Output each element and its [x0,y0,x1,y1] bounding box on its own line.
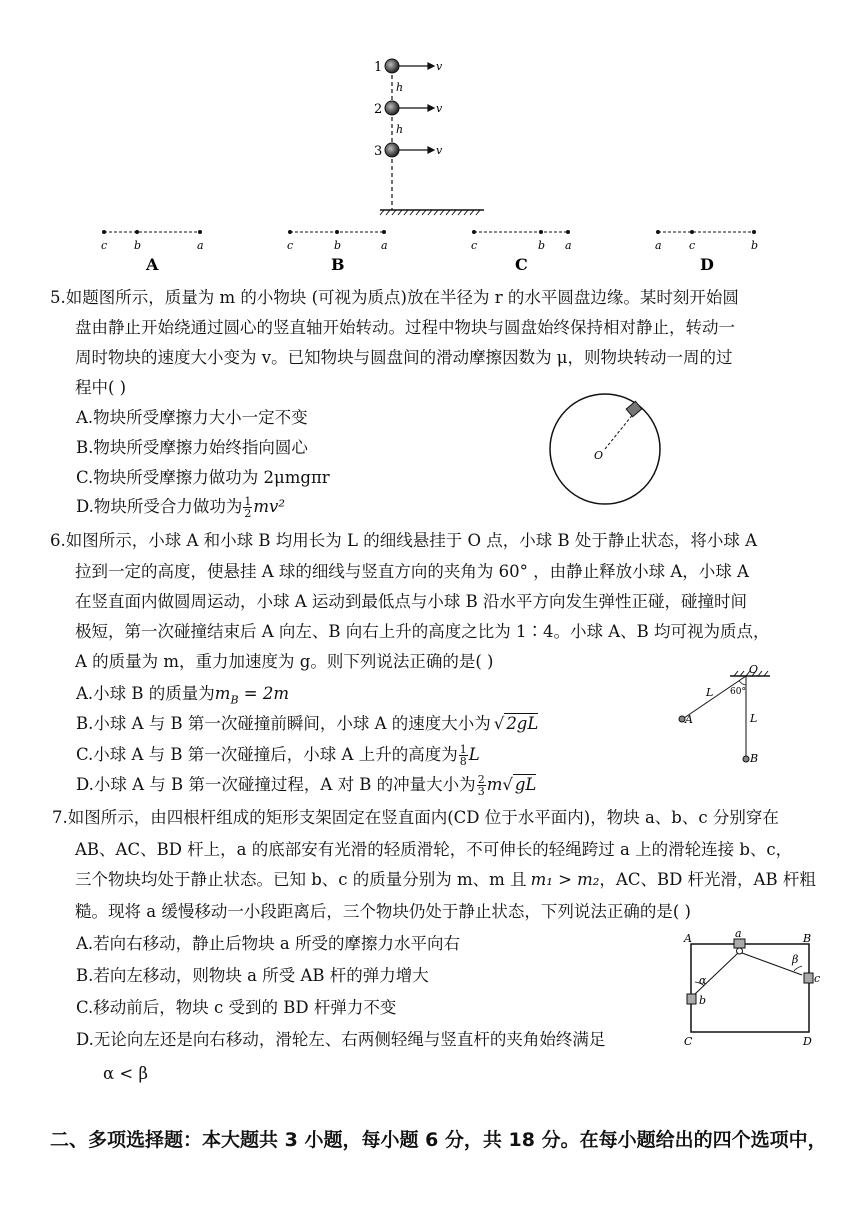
q5-center-label: O [594,449,604,462]
q7-stem-line-3 [75,870,816,890]
ball-3 [385,143,399,157]
q7-option-b: B.若向左移动，则物块 a 所受 AB 杆的弹力增大 [76,966,429,985]
v-label-3: v [436,144,443,157]
q6-label-l2: L [750,712,758,725]
h-label-1: h [396,81,404,94]
h-label-2: h [396,123,404,136]
q6-option-b: B.小球 A 与 B 第一次碰撞前瞬间，小球 A 的速度大小为 √ 2gL [76,714,539,733]
q7-label-block-b: b [699,994,707,1007]
q6-stem-line-2: 拉到一定的高度，使悬挂 A 球的细线与竖直方向的夹角为 60° ，由静止释放小球 A，小球 A [75,562,749,581]
q6-option-a-text: A.小球 B 的质量为 [76,684,215,703]
section-2-heading: 二、多项选择题：本大题共 3 小题，每小题 6 分，共 18 分。在每小题给出的四个选项中， [50,1129,827,1151]
v-label-1: v [436,60,443,73]
q6-label-l1: L [706,686,714,699]
q6-option-a-rest: = 2m [238,684,289,703]
q6-option-a-m: m [214,684,231,703]
q6-option-d-text: D.小球 A 与 B 第一次碰撞过程，A 对 B 的冲量大小为 [76,775,476,794]
q6-option-d-frac-den: 3 [477,785,485,798]
q6-stem-line-1: 6.如图所示，小球 A 和小球 B 均用长为 L 的细线悬挂于 O 点，小球 B 处于静止状态，将小球 A [50,531,758,550]
opt-c-pt-2: b [538,239,546,252]
opt-c-pt-1: c [471,239,478,252]
q6-stem-line-3: 在竖直面内做圆周运动，小球 A 运动到最低点与小球 B 沿水平方向发生弹性正碰，碰撞时间 [75,592,748,611]
opt-d-pt-2: c [689,239,696,252]
q7-option-a: A.若向右移动，静止后物块 a 所受的摩擦力水平向右 [76,934,460,953]
projectile-figure [0,0,867,280]
q6-option-c-text: C.小球 A 与 B 第一次碰撞后，小球 A 上升的高度为 [76,745,458,764]
q6-label-b: B [750,752,759,765]
q7-stem-line-1: 7.如图所示，由四根杆组成的矩形支架固定在竖直面内(CD 位于水平面内)，物块 a、b、c 分别穿在 [52,808,779,827]
q5-option-b: B.物块所受摩擦力始终指向圆心 [76,438,308,457]
q6-option-c-fraction [459,744,468,767]
q6-option-c [76,744,480,767]
q6-option-d: D.小球 A 与 B 第一次碰撞过程，A 对 B 的冲量大小为 $\frac{2}{3}$ m√ gL [76,773,537,798]
opt-a-pt-3: a [197,239,204,252]
q6-stem-line-5: A 的质量为 m，重力加速度为 g。则下列说法正确的是( ) [75,652,494,671]
q7-stem-line-4: 糙。现将 a 缓慢移动一小段距离后，三个物块仍处于静止状态，下列说法正确的是( ) [75,902,691,921]
q5-stem-line-4: 程中( ) [75,378,127,397]
q7-label-b-corner: B [803,932,812,945]
q6-option-c-tail: L [468,745,480,764]
q6-option-b-text: B.小球 A 与 B 第一次碰撞前瞬间，小球 A 的速度大小为 [76,714,491,733]
q7-label-block-a: a [735,927,742,940]
opt-d-pt-3: b [751,239,759,252]
q7-option-d-line-2: α < β [103,1064,148,1083]
q5-stem-line-3: 周时物块的速度大小变为 v。已知物块与圆盘间的滑动摩擦因数为 μ，则物块转动一周的过 [75,348,733,367]
q6-option-c-frac-num: 1 [459,743,467,756]
q5-option-d-frac-den: 2 [244,507,252,520]
q7-stem-line-3-text: 三个物块均处于静止状态。已知 b、c 的质量分别为 m、m 且 [75,870,527,889]
q6-option-d-frac-num: 2 [477,773,485,786]
q7-option-d: D.无论向左还是向右移动，滑轮左、右两侧轻绳与竖直杆的夹角始终满足 [76,1030,606,1049]
q7-label-beta: β [792,953,799,966]
q7-label-block-c: c [814,972,821,985]
q6-option-b-sqrt: 2gL [506,714,539,733]
v-label-2: v [436,102,443,115]
ball-label-2: 2 [374,102,383,117]
q5-option-a: A.物块所受摩擦力大小一定不变 [76,408,308,427]
q5-option-d [76,496,285,519]
opt-a-pt-1: c [101,239,108,252]
q6-option-d-fraction [477,774,486,797]
q5-disk-figure [548,392,663,507]
q6-stem-line-4: 极短，第一次碰撞结束后 A 向左、B 向右上升的高度之比为 1∶4。小球 A、B 均可视为质点， [75,622,770,641]
q7-stem-line-3-expr: m₁ > m₂ [530,870,600,889]
q7-label-a-corner: A [684,932,692,945]
q7-frame-figure [682,928,822,1050]
q6-pendulum-figure [670,660,780,770]
opt-c-letter: C [515,255,528,274]
q7-label-d-corner: D [803,1035,812,1048]
q6-label-a: A [685,713,693,726]
q6-option-a [76,684,289,710]
q6-label-o: O [749,663,759,676]
opt-a-pt-2: b [134,239,142,252]
q5-stem-line-2: 盘由静止开始绕通过圆心的竖直轴开始转动。过程中物块与圆盘始终保持相对静止，转动一 [75,318,735,337]
q6-option-a-sub: B [230,693,239,707]
q7-label-alpha: α [699,974,707,987]
ball-label-1: 1 [374,60,383,75]
opt-c-pt-3: a [565,239,572,252]
opt-d-letter: D [700,255,714,274]
q5-option-d-expr: mv² [253,497,285,516]
opt-b-letter: B [331,255,345,274]
q7-stem-line-3-tail: ，AC、BD 杆光滑，AB 杆粗 [599,870,816,889]
q7-option-c: C.移动前后，物块 c 受到的 BD 杆弹力不变 [76,998,397,1017]
opt-b-pt-3: a [381,239,388,252]
q6-option-d-m: m [486,775,503,794]
q6-option-d-sqrt: gL [514,775,537,794]
ball-label-3: 3 [374,144,383,159]
q5-stem-line-1: 5.如题图所示，质量为 m 的小物块 (可视为质点)放在半径为 r 的水平圆盘边缘。某时刻开始圆 [50,288,739,307]
ball-1 [385,59,399,73]
q7-label-c-corner: C [684,1035,693,1048]
opt-a-letter: A [146,255,159,274]
ball-2 [385,101,399,115]
opt-b-pt-2: b [334,239,342,252]
q6-label-angle: 60° [730,687,746,697]
q5-option-d-frac-num: 1 [244,495,252,508]
q5-option-d-fraction [243,496,252,519]
q5-option-d-text: D.物块所受合力做功为 [76,497,243,516]
q7-stem-line-2: AB、AC、BD 杆上，a 的底部安有光滑的轻质滑轮，不可伸长的轻绳跨过 a 上的滑轮连接 b、c， [75,840,793,859]
q6-option-c-frac-den: 8 [459,755,467,768]
opt-d-pt-1: a [655,239,662,252]
opt-b-pt-1: c [287,239,294,252]
q5-option-c: C.物块所受摩擦力做功为 2μmgπr [76,468,330,487]
